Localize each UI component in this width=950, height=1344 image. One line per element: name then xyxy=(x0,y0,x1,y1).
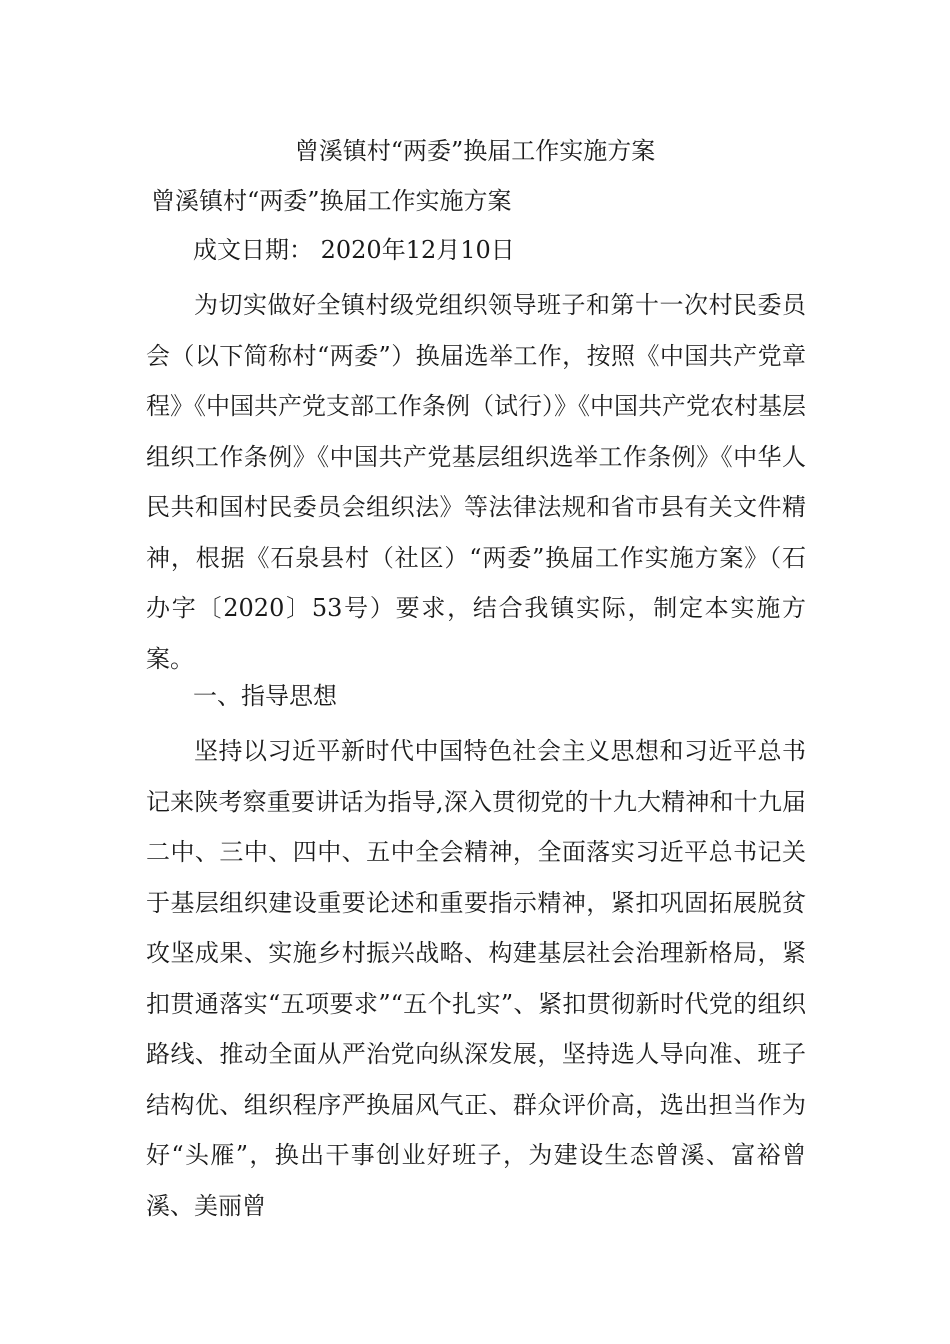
document-title: 曾溪镇村“两委”换届工作实施方案 xyxy=(294,137,656,165)
intro-paragraph: 为切实做好全镇村级党组织领导班子和第十一次村民委员会（以下简称村“两委”）换届选举工作，按照《中国共产党章程》《中国共产党支部工作条例（试行）》《中国共产党农村基层组织工作条例》《中国共产党基层组织选举工作条例》《中华人民共和国村民委员会组织法》等法律法规和省市县有关文件精神，根据《石泉县村（社区）“两委”换届工作实施方案》（石办字〔2020〕53号）要求，结合我镇实际，制定本实施方案。 xyxy=(146,291,806,673)
guiding-ideology-paragraph: 坚持以习近平新时代中国特色社会主义思想和习近平总书记来陕考察重要讲话为指导,深入贯彻党的十九大精神和十九届二中、三中、四中、五中全会精神，全面落实习近平总书记关于基层组织建设重要论述和重要指示精神，紧扣巩固拓展脱贫攻坚成果、实施乡村振兴战略、构建基层社会治理新格局，紧扣贯通落实“五项要求”“五个扎实”、紧扣贯彻新时代党的组织路线、推动全面从严治党向纵深发展，坚持选人导向准、班子结构优、组织程序严换届风气正、群众评价高，选出担当作为好“头雁”，换出干事创业好班子，为建设生态曾溪、富裕曾溪、美丽曾 xyxy=(146,737,806,1220)
section-heading-guiding-ideology: 一、指导思想 xyxy=(193,682,337,710)
issue-date: 成文日期： 2020年12月10日 xyxy=(193,236,515,264)
document-subtitle: 曾溪镇村“两委”换届工作实施方案 xyxy=(151,187,512,215)
